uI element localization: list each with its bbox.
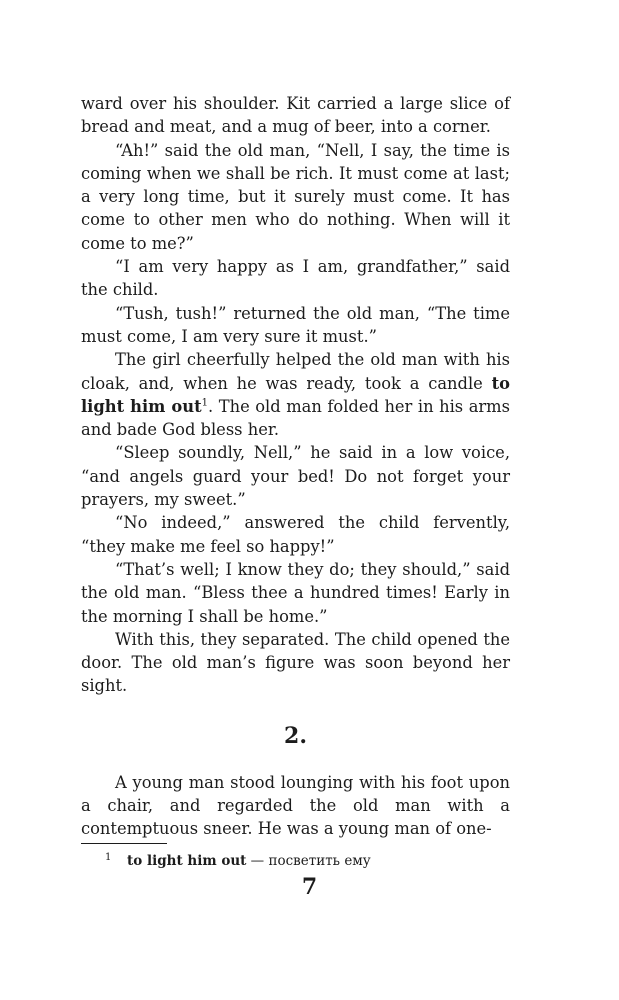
page-number: 7 (301, 874, 318, 900)
chapter-paragraph-1: A young man stood lounging with his foot upon a chair, and regarded the old man with a contemptuous sneer. He was a young man of one- (81, 772, 510, 839)
paragraph-6: “Sleep soundly, Nell,” he said in a low voice, “and angels guard your bed! Do not forget your prayers, my sweet.” (81, 443, 510, 510)
footnote-term: to light him out (127, 852, 247, 869)
paragraph-9: With this, they separated. The child opened the door. The old man’s figure was soon beyond her sight. (81, 629, 510, 696)
paragraph-5-before: The girl cheerfully helped the old man with his cloak, and, when he was ready, took a candle (81, 350, 510, 393)
paragraph-2: “Ah!” said the old man, “Nell, I say, the time is coming when we shall be rich. It must come at last; a very long time, but it surely must come. It has come to other men who do nothing. When will it come to me?” (81, 140, 510, 253)
paragraph-4: “Tush, tush!” returned the old man, “The time must come, I am very sure it must.” (81, 303, 510, 346)
paragraph-8: “That’s well; I know they do; they should,” said the old man. “Bless thee a hundred times! Early in the morning I shall be home.” (81, 559, 510, 626)
paragraph-5 (81, 348, 510, 441)
paragraph-3: “I am very happy as I am, grandfather,” said the child. (81, 257, 510, 300)
chapter-heading: 2. (284, 722, 307, 749)
footnote-divider (81, 843, 167, 844)
glossed-phrase: to light him out (81, 373, 510, 416)
paragraph-1: ward over his shoulder. Kit carried a large slice of bread and meat, and a mug of beer, into a corner. (81, 94, 510, 137)
footnote-translation: посветить ему (268, 852, 371, 869)
footnote-dash: — (250, 852, 265, 869)
footnote-mark: 1 (105, 851, 112, 863)
paragraph-7: “No indeed,” answered the child fervently, “they make me feel so happy!” (81, 513, 510, 556)
footnote (81, 852, 510, 870)
footnote-reference[interactable]: 1 (201, 397, 209, 409)
book-page (81, 92, 510, 870)
paragraph-5-after: . The old man folded her in his arms and bade God bless her. (81, 396, 510, 440)
